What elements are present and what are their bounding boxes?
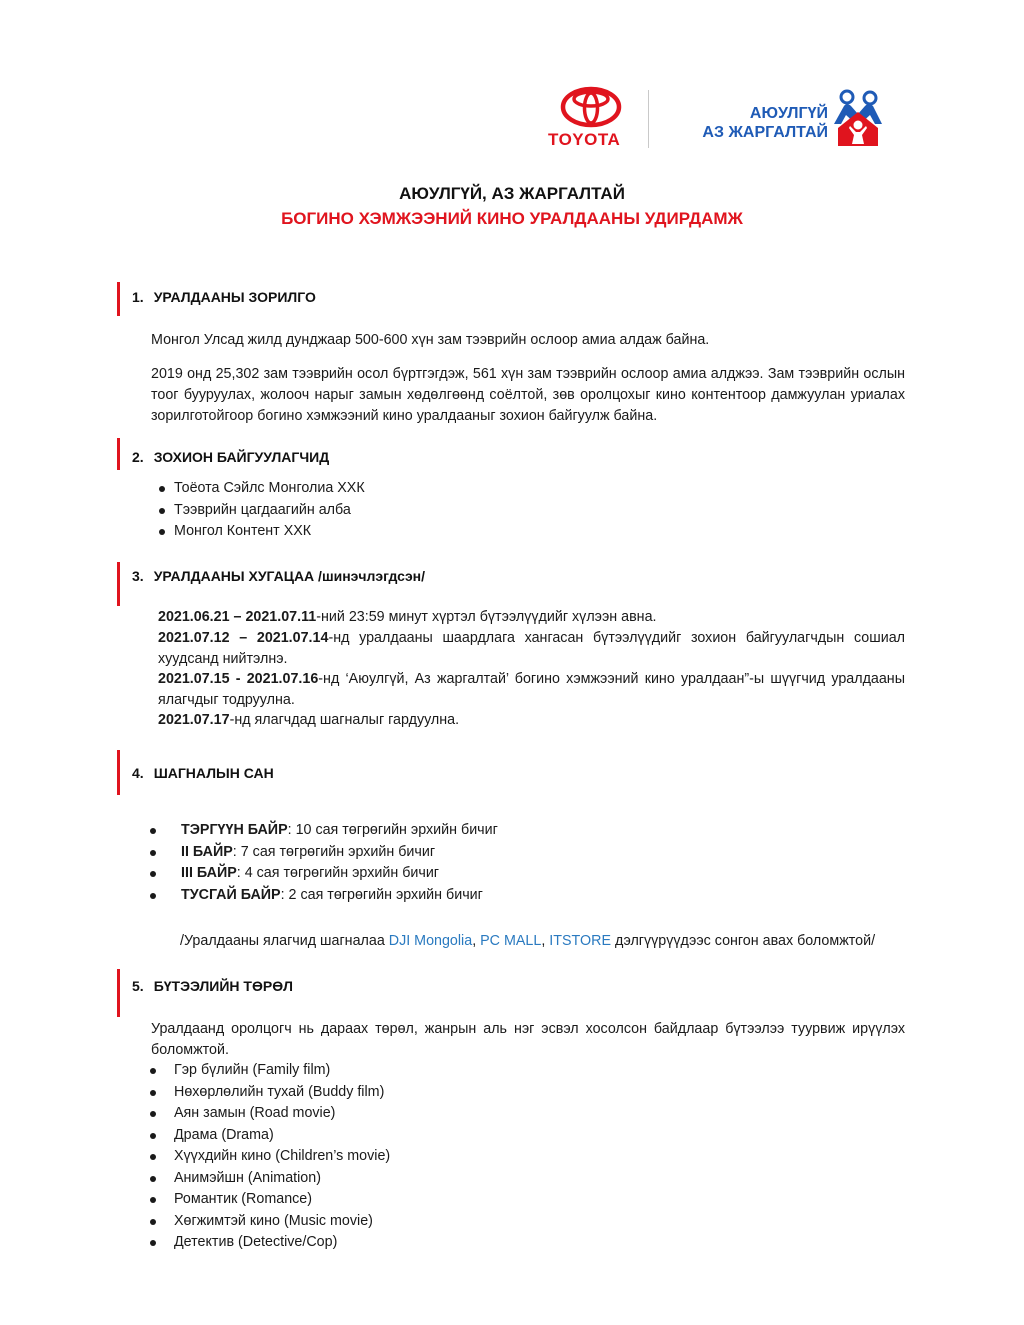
separator: ,: [472, 933, 481, 949]
list-item: [150, 1189, 390, 1211]
section-number: 2.: [132, 449, 144, 465]
list-item: [150, 820, 498, 842]
prize-place: ТУСГАЙ БАЙР: [181, 886, 281, 903]
campaign-logo-line1: АЮУЛГҮЙ: [749, 105, 828, 122]
list-item: [150, 885, 498, 907]
bullet-icon: [159, 486, 165, 492]
schedule-text: -нд ‘Аюулгүй, Аз жаргалтай’ богино хэмжээний кино уралдаан”-ы шүүгчид уралдааны ялагчдыг тодруулна.: [158, 671, 905, 708]
bullet-icon: [150, 1068, 156, 1074]
header-logos: [540, 84, 885, 154]
genre-name: Хөгжимтэй кино (Music movie): [174, 1212, 373, 1229]
genre-name: Аян замын (Road movie): [174, 1105, 336, 1121]
schedule-item: [158, 710, 905, 731]
separator: ,: [541, 933, 550, 949]
schedule-dates: 2021.07.12 – 2021.07.14: [158, 630, 329, 646]
schedule-item: [158, 607, 905, 628]
genre-name: Романтик (Romance): [174, 1191, 313, 1207]
list-item: [150, 1168, 390, 1190]
bullet-icon: [150, 893, 156, 899]
toyota-emblem-icon: [560, 86, 622, 128]
bullet-icon: [150, 1111, 156, 1117]
prize-reward: : 10 сая төгрөгийн эрхийн бичиг: [287, 822, 498, 838]
logo-divider: [648, 90, 649, 148]
bullet-icon: [150, 850, 156, 856]
bullet-icon: [150, 1176, 156, 1182]
list-item: [150, 1082, 390, 1104]
schedule-text: -нд уралдааны шаардлага хангасан бүтээлүүдийг зохион байгуулагчдын сошиал хуудсанд нийтэлнэ.: [158, 630, 905, 667]
organizers-list: [158, 478, 365, 543]
schedule-dates: 2021.06.21 – 2021.07.11: [158, 609, 317, 625]
prize-list: [150, 820, 498, 906]
title-line2: БОГИНО ХЭМЖЭЭНИЙ КИНО УРАЛДААНЫ УДИРДАМЖ: [281, 209, 743, 228]
prize-reward: : 7 сая төгрөгийн эрхийн бичиг: [232, 843, 436, 860]
campaign-logo: [676, 88, 886, 150]
toyota-logo: [545, 84, 635, 150]
section-number: 3.: [132, 568, 144, 584]
genre-name: Драма (Drama): [174, 1126, 274, 1143]
list-item: [150, 842, 498, 864]
list-item: [150, 1146, 390, 1168]
section-1-paragraph-2: 2019 онд 25,302 зам тээврийн осол бүртгэгдэж, 561 хүн зам тээврийн ослоор амиа алджээ. Зам тээврийн ослын тоог бууруулах, жолооч нарыг замын хөдөлгөөнд соёлтой, зөв оролцохыг кино контентоор дамжуулан уриалах зорилготойгоор богино хэмжээний кино уралдааныг зохион байгуулж байна.: [151, 366, 905, 424]
genre-name: Хүүхдийн кино (Children’s movie): [174, 1148, 391, 1164]
section-1-paragraph-1: Монгол Улсад жилд дунджаар 500-600 хүн зам тээврийн ослоор амиа алдаж байна.: [151, 332, 710, 348]
campaign-logo-line2: АЗ ЖАРГАЛТАЙ: [702, 124, 828, 141]
section-title: ШАГНАЛЫН САН: [153, 765, 274, 781]
section-5-intro: Уралдаанд оролцогч нь дараах төрөл, жанрын аль нэг эсвэл хосолсон байдлаар бүтээлээ туурвиж ирүүлэх боломжтой.: [151, 1021, 905, 1058]
section-number: 1.: [132, 289, 144, 305]
section-1-heading: [117, 282, 316, 316]
bullet-icon: [159, 529, 165, 535]
prize-reward: : 4 сая төгрөгийн эрхийн бичиг: [236, 865, 440, 881]
section-3-heading: [117, 562, 425, 606]
genre-list: [150, 1060, 390, 1254]
family-house-icon: [830, 88, 886, 150]
list-item: [150, 1211, 390, 1233]
document-title: [0, 181, 1024, 231]
schedule-dates: 2021.07.17: [158, 712, 230, 728]
organizer-name: Монгол Контент ХХК: [174, 523, 312, 539]
section-title: ЗОХИОН БАЙГУУЛАГЧИД: [153, 449, 330, 465]
schedule-item: [158, 628, 905, 670]
prize-place: III БАЙР: [181, 865, 237, 881]
genre-name: Нөхөрлөлийн тухай (Buddy film): [174, 1083, 385, 1100]
genre-name: Детектив (Detective/Cop): [174, 1234, 338, 1250]
bullet-icon: [150, 1219, 156, 1225]
section-2-heading: [117, 438, 329, 470]
title-line1: АЮУЛГҮЙ, АЗ ЖАРГАЛТАЙ: [399, 184, 625, 203]
toyota-wordmark: TOYOTA: [548, 130, 621, 149]
list-item: [150, 863, 498, 885]
bullet-icon: [159, 508, 165, 514]
list-item: [158, 478, 365, 500]
section-4-heading: [117, 750, 274, 795]
store-link-dji[interactable]: DJI Mongolia: [388, 933, 473, 949]
schedule-dates: 2021.07.15 - 2021.07.16: [158, 671, 319, 687]
section-number: 5.: [132, 978, 144, 994]
list-item: [150, 1103, 390, 1125]
note-text: /Уралдааны ялагчид шагналаа: [180, 933, 389, 949]
schedule-item: [158, 669, 905, 711]
schedule-text: -ний 23:59 минут хүртэл бүтээлүүдийг хүлээн авна.: [316, 609, 657, 625]
list-item: [158, 521, 365, 543]
bullet-icon: [150, 828, 156, 834]
store-link-itstore[interactable]: ITSTORE: [549, 933, 611, 949]
store-link-pcmall[interactable]: PC MALL: [480, 933, 542, 949]
prize-reward: : 2 сая төгрөгийн эрхийн бичиг: [280, 886, 483, 903]
prize-place: II БАЙР: [181, 843, 233, 860]
note-text: дэлгүүрүүдээс сонгон авах боломжтой/: [610, 933, 876, 949]
genre-name: Гэр бүлийн (Family film): [174, 1062, 331, 1078]
bullet-icon: [150, 1197, 156, 1203]
section-title: УРАЛДААНЫ ХУГАЦАА /шинэчлэгдсэн/: [153, 568, 426, 584]
list-item: [150, 1232, 390, 1254]
organizer-name: Тоёота Сэйлс Монголиа ХХК: [174, 480, 365, 496]
schedule-text: -нд ялагчдад шагналыг гардуулна.: [229, 712, 460, 728]
list-item: [150, 1125, 390, 1147]
bullet-icon: [150, 1240, 156, 1246]
prize-note: [180, 931, 910, 952]
section-title: УРАЛДААНЫ ЗОРИЛГО: [153, 289, 316, 305]
bullet-icon: [150, 1154, 156, 1160]
prize-place: ТЭРГҮҮН БАЙР: [181, 822, 288, 838]
section-5-heading: [117, 969, 293, 1017]
list-item: [150, 1060, 390, 1082]
section-number: 4.: [132, 765, 144, 781]
campaign-logo-text: [702, 104, 828, 142]
bullet-icon: [150, 1133, 156, 1139]
list-item: [158, 500, 365, 522]
bullet-icon: [150, 1090, 156, 1096]
section-title: БҮТЭЭЛИЙН ТӨРӨЛ: [153, 978, 293, 994]
organizer-name: Тээврийн цагдаагийн алба: [174, 501, 351, 518]
bullet-icon: [150, 871, 156, 877]
genre-name: Анимэйшн (Animation): [174, 1169, 321, 1186]
